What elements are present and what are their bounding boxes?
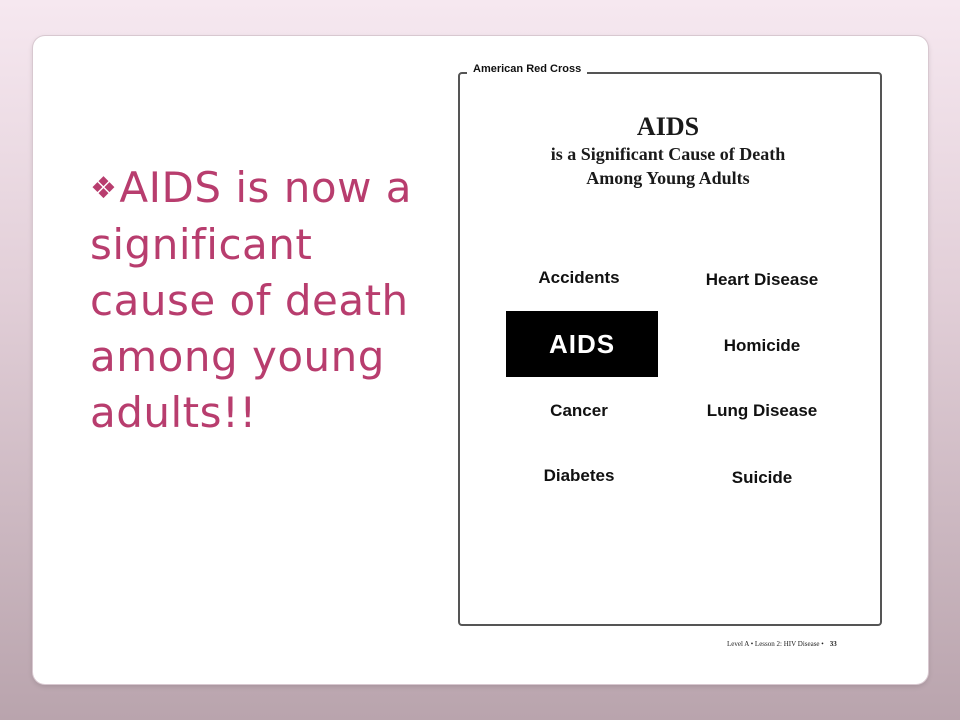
document-title	[458, 112, 878, 190]
bullet-point	[90, 160, 430, 441]
cause-heart-disease: Heart Disease	[705, 270, 819, 289]
cause-lung-disease: Lung Disease	[706, 401, 818, 420]
frame-label: American Red Cross	[467, 63, 587, 75]
footer-text: Level A • Lesson 2: HIV Disease •	[727, 640, 824, 648]
title-line-1: AIDS	[636, 112, 700, 141]
cause-suicide: Suicide	[731, 468, 793, 487]
bullet-text: AIDS is now a significant cause of death among young adults!!	[90, 163, 413, 437]
cause-diabetes: Diabetes	[543, 466, 615, 485]
diamond-bullet-icon: ❖	[90, 171, 118, 206]
title-line-2: is a Significant Cause of Death	[550, 144, 786, 164]
cause-cancer: Cancer	[550, 401, 608, 420]
cause-homicide: Homicide	[723, 336, 801, 355]
cause-aids-highlighted: AIDS	[506, 311, 658, 377]
page-number: 33	[829, 640, 837, 648]
document-footer	[727, 640, 837, 648]
title-line-3: Among Young Adults	[586, 168, 750, 188]
cause-accidents: Accidents	[538, 268, 620, 287]
